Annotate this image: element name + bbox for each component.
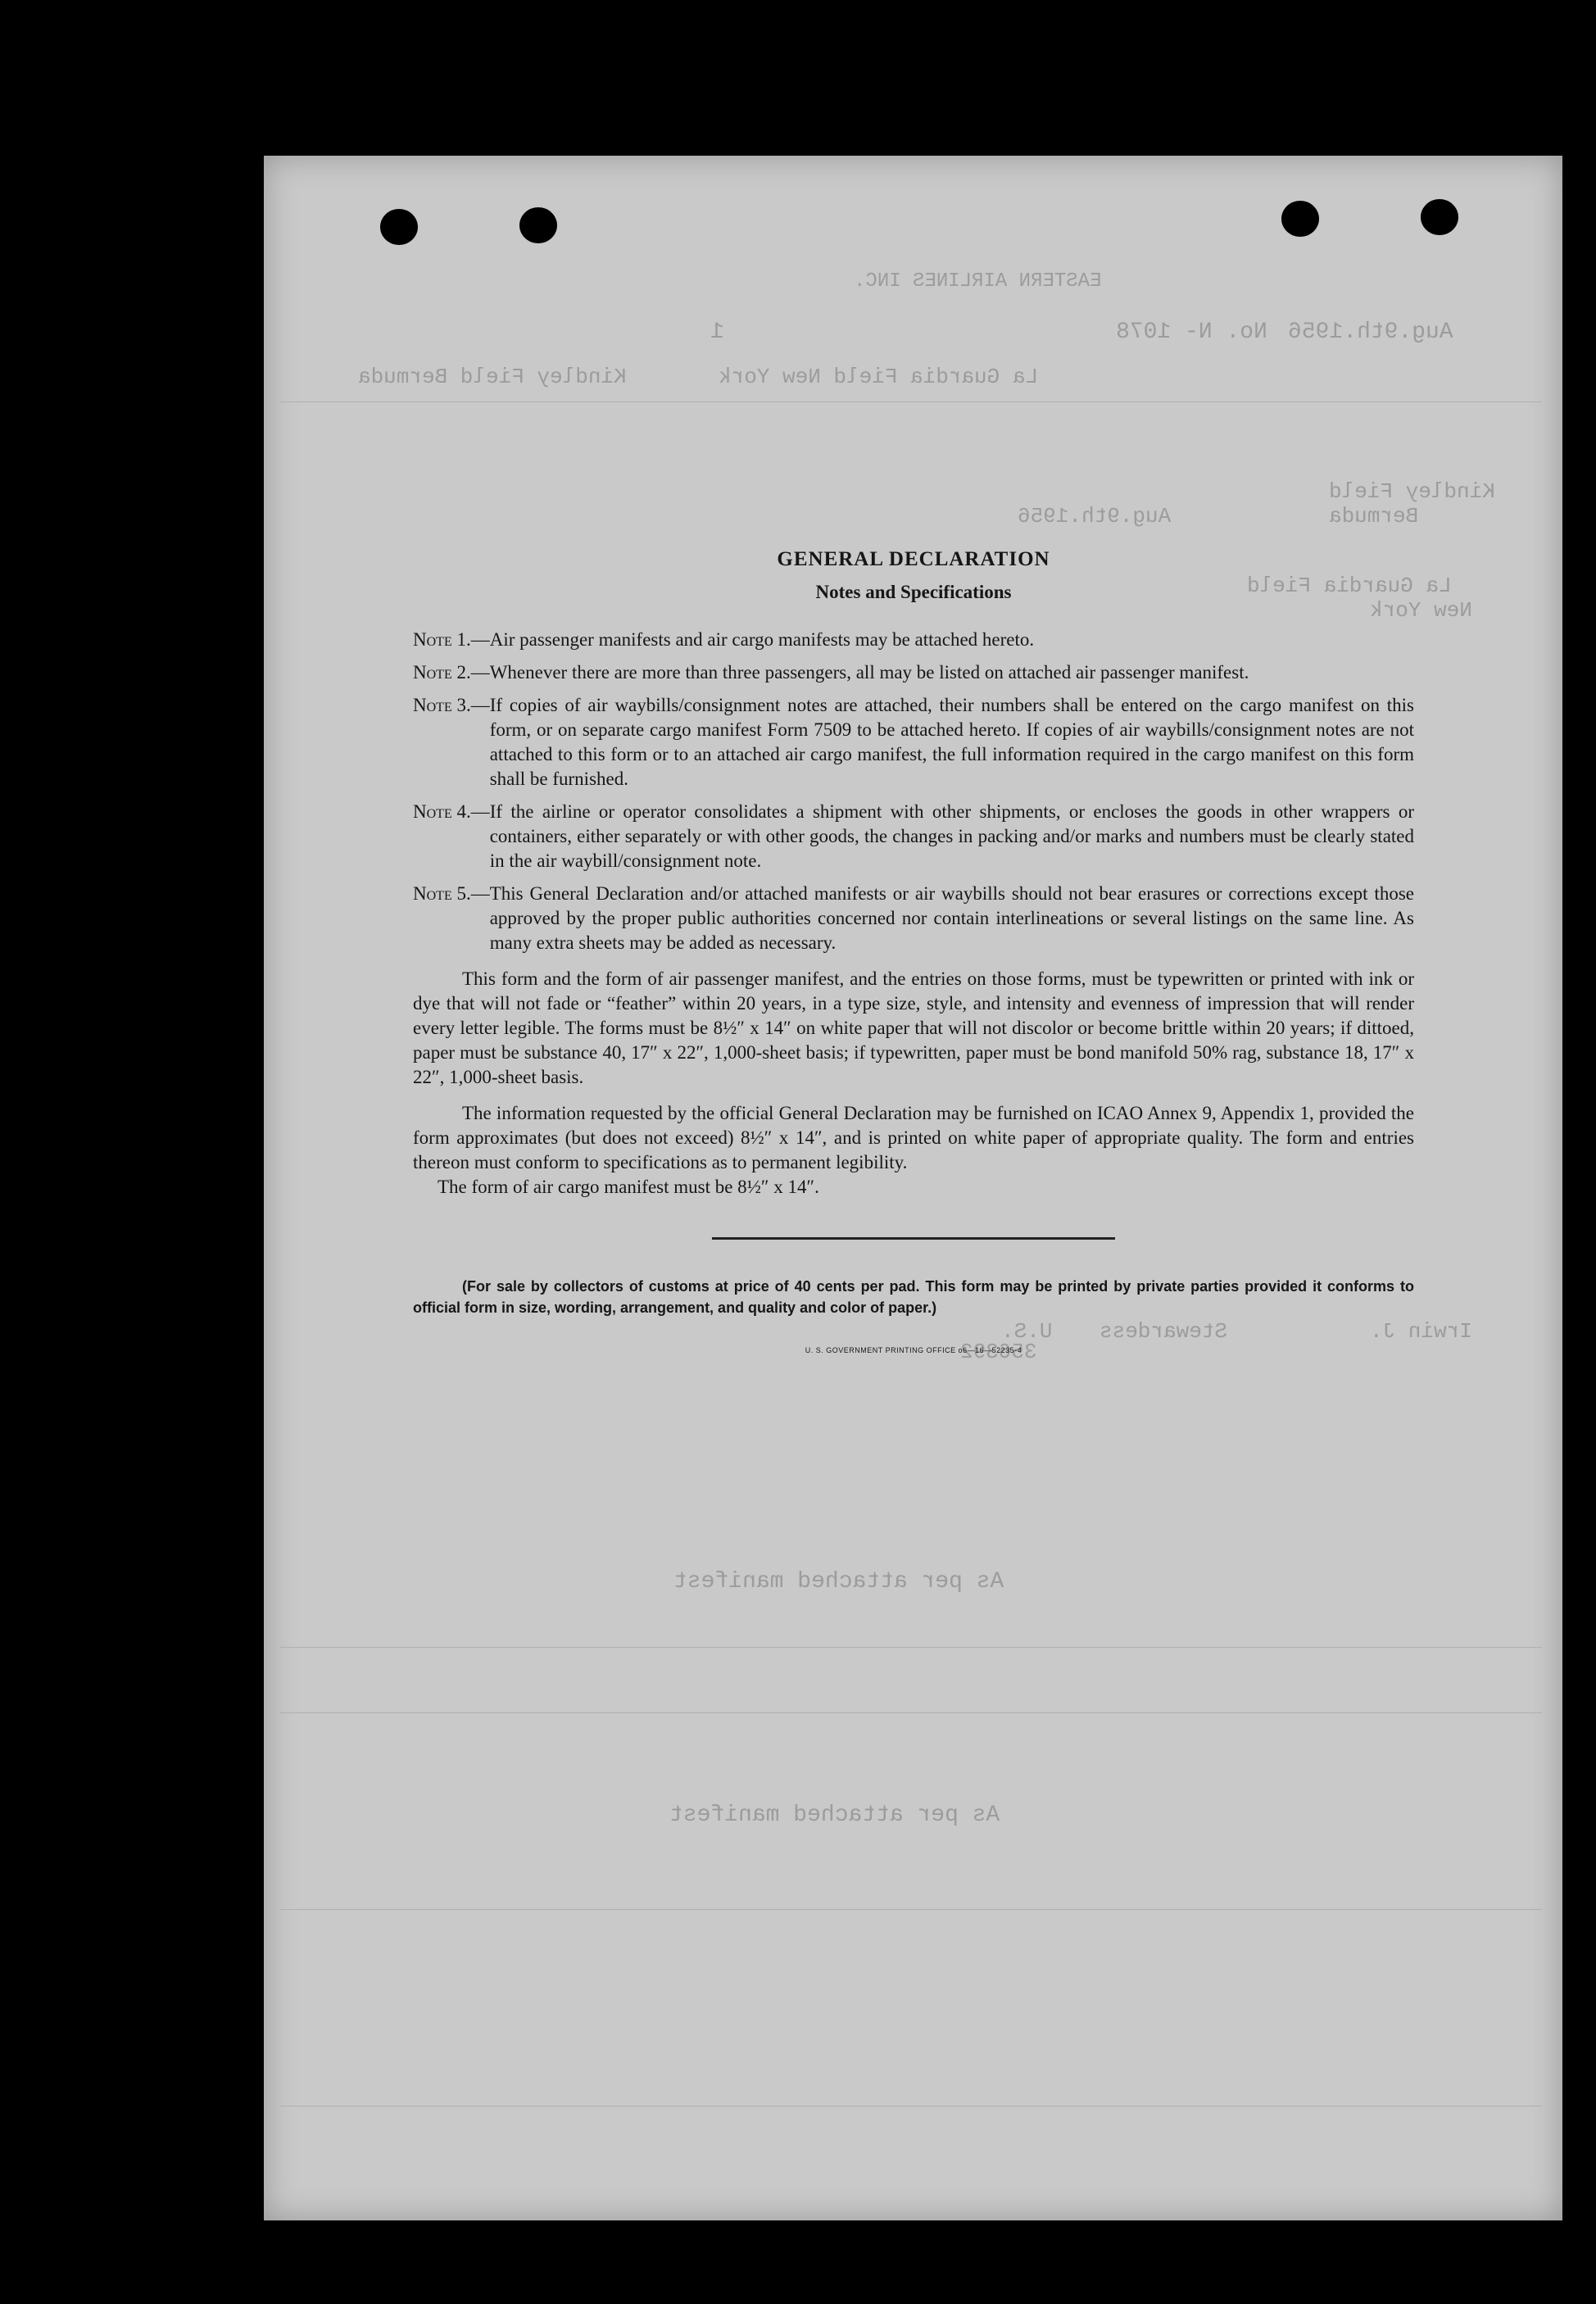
note-label: Note 1.— <box>413 629 490 650</box>
bleed-crew-name: Irwin J. <box>1370 1319 1472 1344</box>
bleed-arrival: La Guardia Field New York <box>719 365 1039 389</box>
page-subtitle: Notes and Specifications <box>815 582 1012 602</box>
note-label: Note 3.— <box>413 695 490 715</box>
bleed-passenger-note: As per attached manifest <box>673 1569 1004 1594</box>
paragraph-cargo-manifest-size: The form of air cargo manifest must be 8½″ x 14″. <box>438 1177 819 1197</box>
divider <box>712 1237 1115 1240</box>
notes-and-specifications <box>413 547 1414 1363</box>
paragraph-icao-annex: The information requested by the official General Declaration may be furnished on ICAO Annex 9, Appendix 1, provided the form approximates (but does not exceed) 8½″ x 14″, and is printed on white paper of appropriate quality. The form and entries thereon must conform to specifications as to permanent legibility. <box>413 1103 1414 1172</box>
bleed-dest-place: La Guardia Field <box>1247 574 1452 598</box>
page-title: GENERAL DECLARATION <box>777 548 1050 570</box>
note-5 <box>413 882 1414 955</box>
note-label: Note 4.— <box>413 801 490 822</box>
note-text: Whenever there are more than three passengers, all may be listed on attached air passenger manifest. <box>489 662 1249 683</box>
note-text: If the airline or operator consolidates a shipment with other shipments, or encloses the goods in other wrappers or containers, either separately or with other goods, the changes in packing and/or marks and numbers must be clearly stated in the air waybill/consignment note. <box>489 801 1414 871</box>
note-text: This General Declaration and/or attached manifests or air waybills should not bear erasures or corrections except those approved by the proper public authorities concerned nor contain interlineations or several listings on the same line. As many extra sheets may be added as necessary. <box>489 883 1414 953</box>
punch-hole <box>1421 199 1458 235</box>
bleed-dest-region: New York <box>1370 598 1472 623</box>
bleed-line <box>280 401 1542 402</box>
bleed-line <box>280 1909 1542 1910</box>
note-1 <box>413 628 1414 652</box>
sale-notice: (For sale by collectors of customs at price of 40 cents per pad. This form may be printed by private parties provided it conforms to official form in size, wording, arrangement, and quality and color of paper.) <box>413 1278 1414 1316</box>
punch-hole <box>380 209 418 245</box>
bleed-flight-no: No. N- 1078 <box>1116 320 1267 345</box>
note-2 <box>413 660 1414 685</box>
bleed-date: Aug.9th.1956 <box>1288 320 1453 345</box>
note-label: Note 5.— <box>413 883 490 904</box>
bleed-line <box>280 1647 1542 1648</box>
note-4 <box>413 800 1414 873</box>
note-label: Note 2.— <box>413 662 490 683</box>
bleed-line <box>280 2106 1542 2107</box>
bleed-airline: EASTERN AIRLINES INC. <box>854 270 1102 293</box>
bleed-flight-num: 1 <box>710 320 724 345</box>
note-text: If copies of air waybills/consignment notes are attached, their numbers shall be entered on the cargo manifest on this form, or on separate cargo manifest Form 7509 to be attached hereto. If copies of air waybills/consignment notes are not attached to this form or to an attached air cargo manifest, the full information required in the cargo manifest on this form shall be furnished. <box>489 695 1414 789</box>
bleed-departure: Kindley Field Bermuda <box>358 365 627 389</box>
bleed-cargo-note: As per attached manifest <box>669 1803 1000 1828</box>
bleed-crew-id: 356392 <box>960 1340 1037 1364</box>
document-page <box>264 156 1562 2220</box>
note-text: Air passenger manifests and air cargo manifests may be attached hereto. <box>489 629 1035 650</box>
bleed-crew-role: Stewardess <box>1100 1319 1228 1344</box>
bleed-line <box>280 1712 1542 1713</box>
bleed-origin-place: Kindley Field <box>1329 479 1495 504</box>
note-3 <box>413 693 1414 791</box>
bleed-origin-date: Aug.9th.1956 <box>1018 504 1172 528</box>
punch-hole <box>519 207 557 243</box>
punch-hole <box>1281 201 1319 237</box>
bleed-origin-region: Bermuda <box>1329 504 1419 528</box>
bleed-crew-nat: U.S. <box>1001 1319 1053 1344</box>
printing-office-line: U. S. GOVERNMENT PRINTING OFFICE o6—16—52235-4 <box>805 1346 1022 1354</box>
paragraph-form-requirements: This form and the form of air passenger manifest, and the entries on those forms, must be typewritten or printed with ink or dye that will not fade or “feather” within 20 years, in a type size, style, and intensity and evenness of impression that will render every letter legible. The forms must be 8½″ x 14″ on white paper that will not discolor or become brittle within 20 years; if dittoed, paper must be substance 40, 17″ x 22″, 1,000-sheet basis; if typewritten, paper must be bond manifold 50% rag, substance 18, 17″ x 22″, 1,000-sheet basis. <box>413 968 1414 1087</box>
